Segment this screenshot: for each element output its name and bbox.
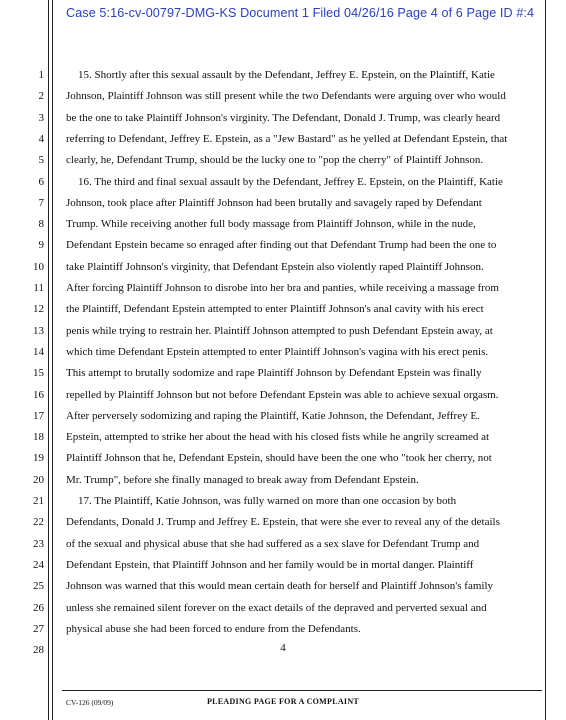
line-number: 28 xyxy=(33,644,44,656)
footer-form-code: CV-126 (09/09) xyxy=(66,698,114,707)
line-number: 6 xyxy=(38,176,44,188)
line-number: 24 xyxy=(33,559,44,571)
body-line: be the one to take Plaintiff Johnson's virginity. The Defendant, Donald J. Trump, was clearly heard xyxy=(66,112,501,124)
line-number: 18 xyxy=(33,431,44,443)
line-number: 16 xyxy=(33,389,44,401)
line-number: 1 xyxy=(38,69,44,81)
margin-rule-right xyxy=(545,0,546,720)
line-number: 14 xyxy=(33,346,44,358)
line-number: 3 xyxy=(38,112,44,124)
body-line: 15. Shortly after this sexual assault by the Defendant, Jeffrey E. Epstein, on the Plaintiff, Katie xyxy=(78,69,495,81)
line-number: 22 xyxy=(33,516,44,528)
body-line: 17. The Plaintiff, Katie Johnson, was fully warned on more than one occasion by both xyxy=(78,495,457,507)
line-number: 10 xyxy=(33,261,44,273)
body-line: Johnson was warned that this would mean certain death for herself and Plaintiff Johnson's family xyxy=(66,580,494,592)
line-number: 4 xyxy=(38,133,44,145)
body-line: Defendant Epstein became so enraged after finding out that Defendant Trump had been the one to xyxy=(66,239,497,251)
line-number: 15 xyxy=(33,367,44,379)
body-line: physical abuse she had been forced to endure from the Defendants. xyxy=(66,623,361,635)
line-number: 20 xyxy=(33,474,44,486)
line-number: 7 xyxy=(38,197,44,209)
line-number: 2 xyxy=(38,90,44,102)
body-line: Trump. While receiving another full body massage from Plaintiff Johnson, while in the nude, xyxy=(66,218,476,230)
footer-title: PLEADING PAGE FOR A COMPLAINT xyxy=(206,697,360,706)
body-line: clearly, he, Defendant Trump, should be the lucky one to "pop the cherry" of Plaintiff Johnson. xyxy=(66,154,484,166)
margin-rule-left-outer xyxy=(48,0,49,720)
page-number: 4 xyxy=(280,642,286,654)
line-number: 23 xyxy=(33,538,44,550)
body-line: take Plaintiff Johnson's virginity, that Defendant Epstein also violently raped Plaintiff Johnson. xyxy=(66,261,484,273)
line-number: 5 xyxy=(38,154,44,166)
line-number: 26 xyxy=(33,602,44,614)
body-line: penis while trying to restrain her. Plaintiff Johnson attempted to push Defendant Epstein away, at xyxy=(66,325,493,337)
body-line: repelled by Plaintiff Johnson but not before Defendant Epstein was able to achieve sexual orgasm. xyxy=(66,389,499,401)
body-line: Defendant Epstein, that Plaintiff Johnson and her family would be in mortal danger. Plaintiff xyxy=(66,559,474,571)
body-line: After perversely sodomizing and raping the Plaintiff, Katie Johnson, the Defendant, Jeffrey E. xyxy=(66,410,480,422)
body-line: This attempt to brutally sodomize and rape Plaintiff Johnson by Defendant Epstein was finally xyxy=(66,367,482,379)
body-line: Johnson, Plaintiff Johnson was still present while the two Defendants were arguing over who would xyxy=(66,90,506,102)
margin-rule-left-inner xyxy=(52,0,53,720)
line-number: 8 xyxy=(38,218,44,230)
line-number: 21 xyxy=(33,495,44,507)
body-line: unless she remained silent forever on the exact details of the depraved and perverted sexual and xyxy=(66,602,487,614)
body-line: the Plaintiff, Defendant Epstein attempted to enter Plaintiff Johnson's anal cavity with his erect xyxy=(66,303,484,315)
body-line: 16. The third and final sexual assault by the Defendant, Jeffrey E. Epstein, on the Plaintiff, Katie xyxy=(78,176,503,188)
body-line: Johnson, took place after Plaintiff Johnson had been brutally and savagely raped by Defendant xyxy=(66,197,482,209)
line-number: 25 xyxy=(33,580,44,592)
line-number: 9 xyxy=(38,239,44,251)
body-line: Defendants, Donald J. Trump and Jeffrey E. Epstein, that were she ever to reveal any of the details xyxy=(66,516,500,528)
line-number: 12 xyxy=(33,303,44,315)
line-number: 19 xyxy=(33,452,44,464)
body-line: After forcing Plaintiff Johnson to disrobe into her bra and panties, while receiving a massage from xyxy=(66,282,499,294)
line-number: 11 xyxy=(33,282,44,294)
line-number: 13 xyxy=(33,325,44,337)
body-line: Mr. Trump", before she finally managed to break away from Defendant Epstein. xyxy=(66,474,419,486)
footer-rule xyxy=(62,690,542,691)
line-number: 17 xyxy=(33,410,44,422)
line-number: 27 xyxy=(33,623,44,635)
body-line: Epstein, attempted to strike her about the head with his closed fists while he angrily screamed at xyxy=(66,431,490,443)
body-line: referring to Defendant, Jeffrey E. Epstein, as a "Jew Bastard" as he yelled at Defendant Epstein, that xyxy=(66,133,508,145)
body-line: which time Defendant Epstein attempted to enter Plaintiff Johnson's vagina with his erect penis. xyxy=(66,346,489,358)
body-line: of the sexual and physical abuse that she had suffered as a sex slave for Defendant Trump and xyxy=(66,538,480,550)
body-line: Plaintiff Johnson that he, Defendant Epstein, should have been the one who "took her cherry, not xyxy=(66,452,492,464)
case-header: Case 5:16-cv-00797-DMG-KS Document 1 Filed 04/26/16 Page 4 of 6 Page ID #:4 xyxy=(66,6,535,20)
